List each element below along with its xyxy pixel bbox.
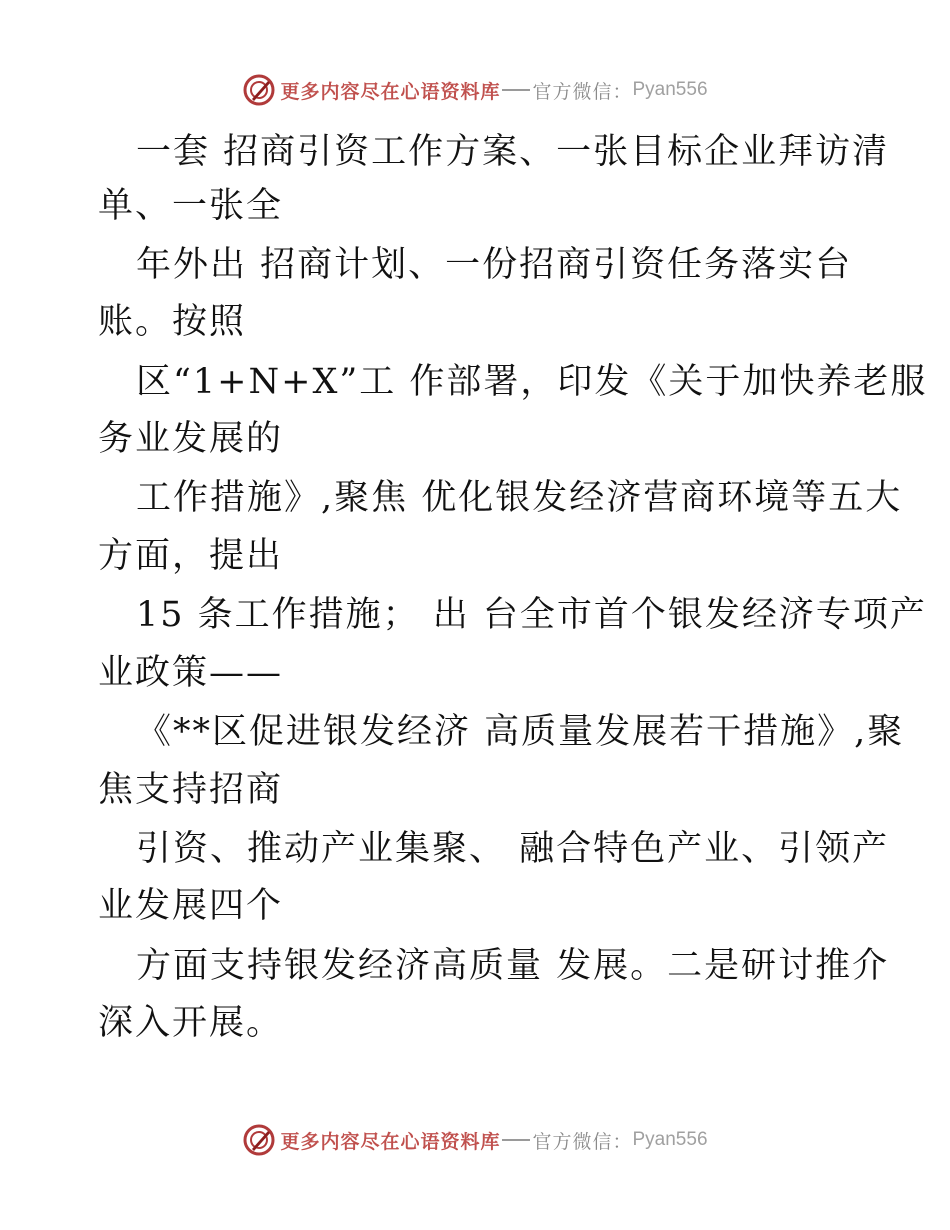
text-line: 账。按照 [98,302,247,342]
watermark-dash [502,89,530,91]
watermark-text: 更多内容尽在心语资料库 [280,80,501,103]
watermark-label: 官方微信： [532,1130,633,1153]
watermark-id: Pyan556 [632,1129,708,1150]
text-line: 单、一张全 [98,186,284,226]
watermark-label: 官方微信： [532,80,633,103]
text-line: 焦支持招商 [98,770,284,810]
text-line: 深入开展。 [98,1003,284,1043]
text-line: 方面支持银发经济高质量 发展。二是研讨推介 [136,946,890,986]
watermark-text: 更多内容尽在心语资料库 [280,1130,501,1153]
footer-watermark [0,1120,950,1160]
pen-logo-icon [242,1123,276,1157]
watermark-dash [502,1139,530,1141]
text-line: 年外出 招商计划、一份招商引资任务落实台 [136,245,853,285]
text-line: 工作措施》,聚焦 优化银发经济营商环境等五大 [136,478,903,518]
text-line: 引资、推动产业集聚、 融合特色产业、引领产 [136,829,890,869]
text-line: 《**区促进银发经济 高质量发展若干措施》,聚 [136,712,905,752]
text-line: 方面，提出 [98,536,284,576]
pen-logo-icon [242,73,276,107]
watermark-id: Pyan556 [632,79,708,100]
text-line: 业发展四个 [98,886,284,926]
text-line: 15 条工作措施； 出 台全市首个银发经济专项产 [136,595,927,635]
text-line: 一套 招商引资工作方案、一张目标企业拜访清 [136,132,890,172]
text-line: 务业发展的 [98,419,284,459]
header-watermark [0,70,950,110]
text-line: 区“1+N+X”工 作部署，印发《关于加快养老服 [136,362,928,402]
text-line: 业政策—— [98,653,284,693]
